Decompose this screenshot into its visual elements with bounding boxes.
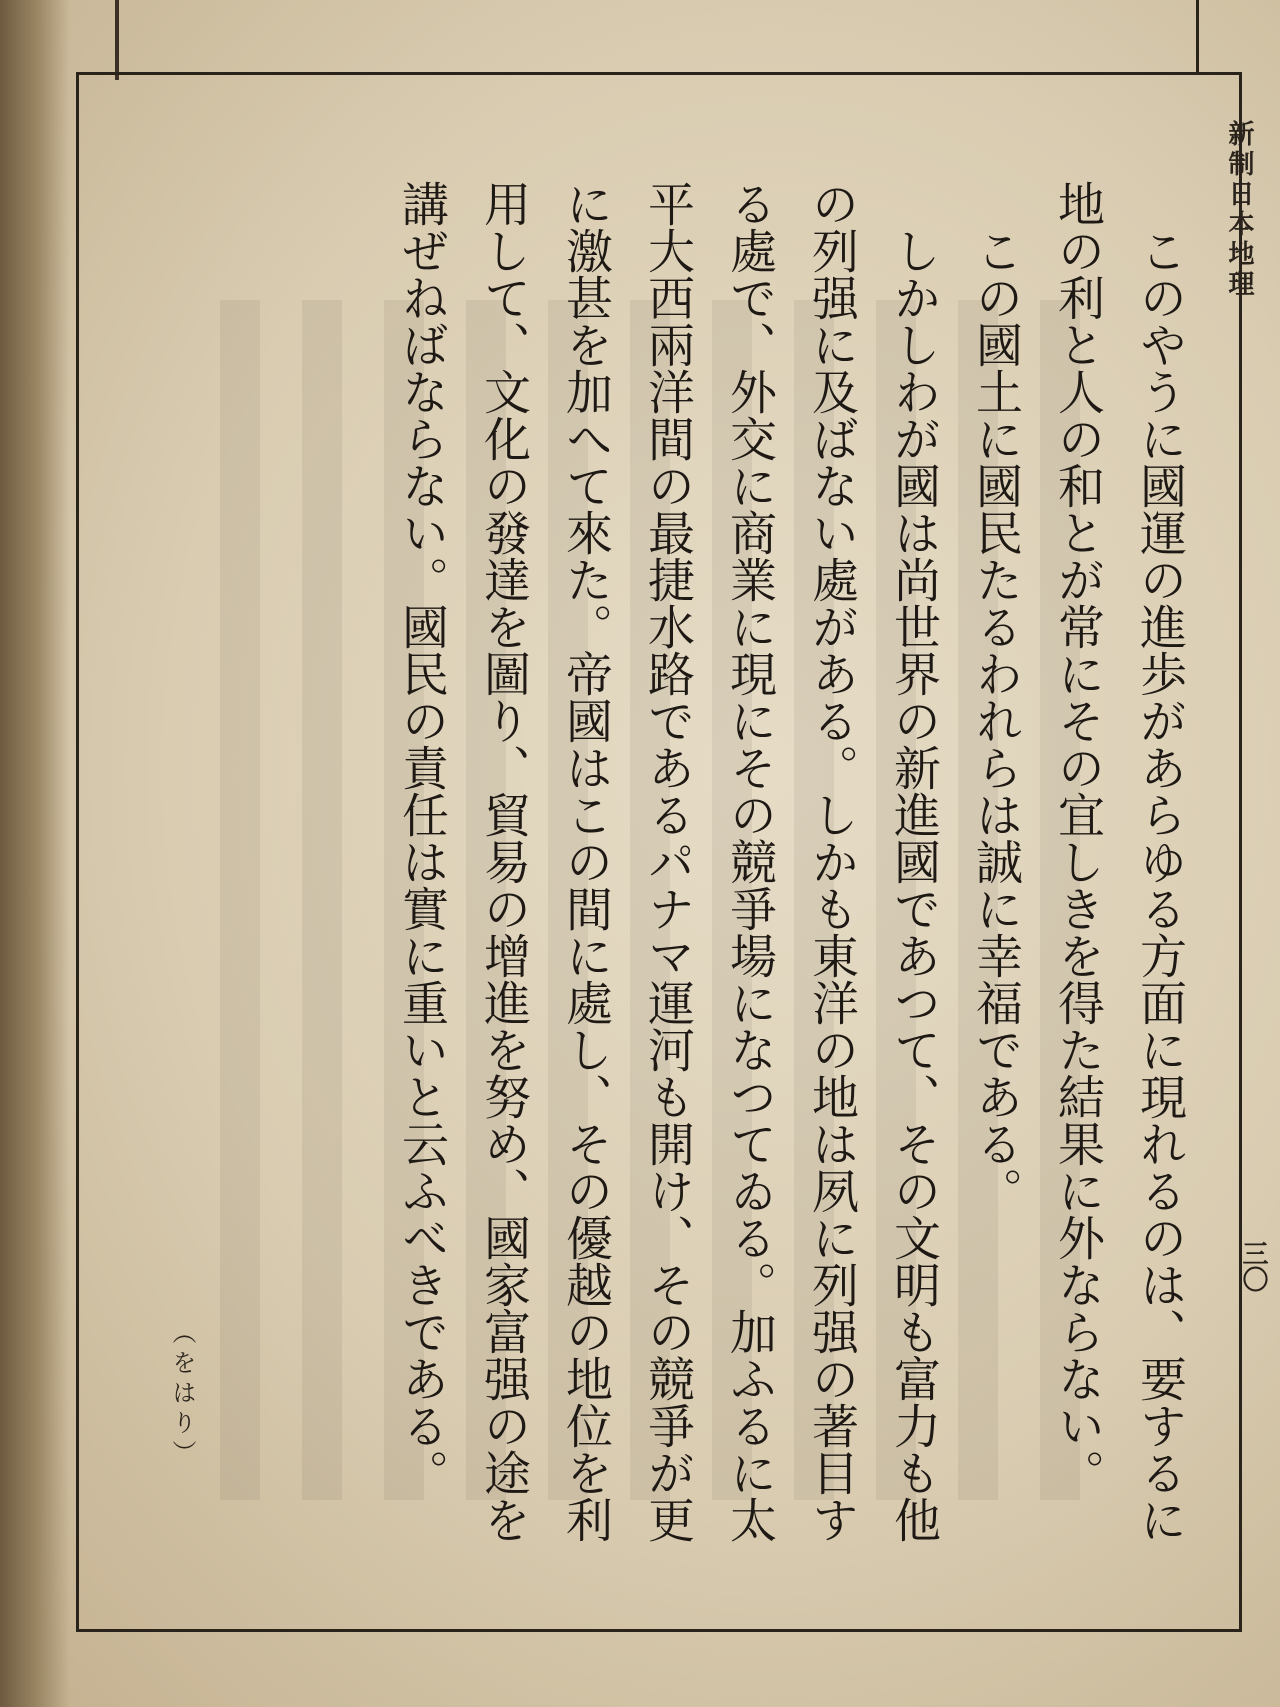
end-mark: （をはり） (168, 1320, 196, 1470)
running-header: 新制日本地理 (1224, 120, 1254, 300)
page-number: 三〇 (1238, 1240, 1268, 1292)
paragraph: この國土に國民たるわれらは誠に幸福である。 (968, 227, 1023, 1214)
body-text (380, 180, 1200, 1580)
frame-rule (1196, 0, 1199, 72)
paragraph: しかしわが國は尚世界の新進國であつて、その文明も富力も他の列强に及ばない處がある。しかも東洋の地は夙に列强の著目する處で、外交に商業に現にその競爭場になつてゐる。加ふるに太平大西兩洋間の最捷水路であるパナマ運河も開け、その競爭が更に激甚を加へて來た。帝國はこの間に處し、その優越の地位を利用して、文化の發達を圖り、貿易の增進を努め、國家富强の途を講ぜねばならない。國民の責任は實に重いと云ふべきである。 (394, 180, 941, 1543)
spine-edge (115, 0, 119, 80)
page-gutter (0, 0, 70, 1707)
paragraph: このやうに國運の進歩があらゆる方面に現れるのは、要するに地の利と人の和とが常にその宜しきを得た結果に外ならない。 (1050, 180, 1187, 1543)
